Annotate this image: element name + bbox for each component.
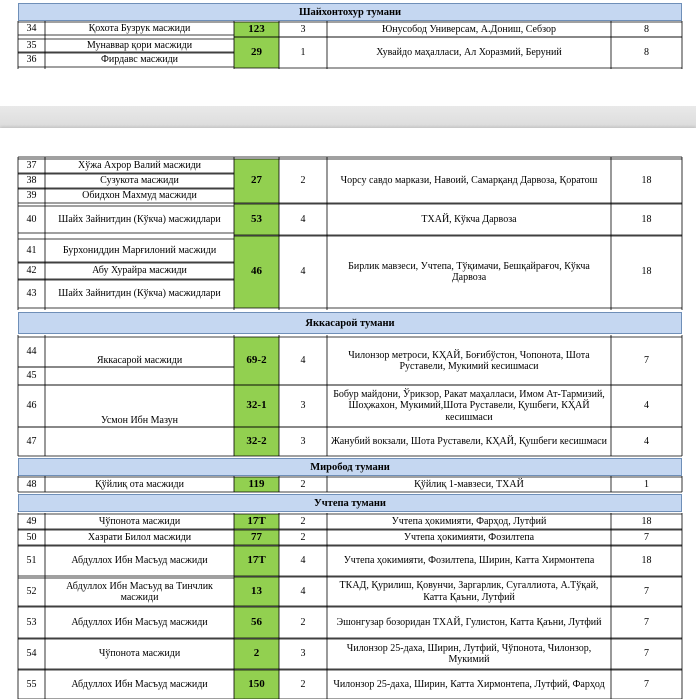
row-number: 50	[26, 531, 37, 543]
mosque-name: Хазрати Билол масжиди	[87, 531, 192, 543]
route-number: 123	[248, 22, 265, 35]
stops-list: Чорсу савдо маркази, Навоий, Самарқанд Дарвоза, Қоратош	[340, 175, 598, 187]
interval-value: 7	[644, 531, 649, 543]
section-header-uchtepa: Учтепа тумани	[18, 494, 682, 512]
row-number: 54	[26, 648, 37, 660]
interval-value: 18	[641, 555, 652, 567]
bus-count: 3	[300, 435, 306, 447]
route-number: 53	[251, 212, 262, 225]
mosque-name: Абу Хурайра масжиди	[92, 265, 187, 277]
bus-count: 2	[300, 478, 306, 490]
row-number: 51	[26, 555, 37, 567]
route-number: 69-2	[246, 354, 267, 367]
interval-value: 7	[644, 648, 649, 660]
stops-list: Учтепа ҳокимияти, Фарҳод, Лутфий	[391, 515, 547, 527]
row-number: 40	[26, 213, 37, 225]
stops-list: Учтепа ҳокимияти, Фозилтепа, Ширин, Катта Хирмонтепа	[343, 555, 595, 567]
interval-value: 7	[644, 585, 649, 597]
route-number: 56	[251, 615, 262, 628]
mosque-name: Шайх Зайнитдин (Кўкча) масжидлари	[58, 288, 221, 300]
bus-count: 4	[300, 585, 306, 597]
stops-list: Чилонзор метроси, КҲАЙ, Боғибўстон, Чопонота, Шота Руставели, Мукимий кесишмаси	[348, 349, 590, 372]
mosque-name	[47, 367, 232, 385]
bus-count: 3	[300, 400, 306, 412]
row-number: 34	[26, 22, 37, 34]
interval-value: 4	[644, 435, 649, 447]
stops-list: Чилонзор 25-даха, Ширин, Лутфий, Чўпонота, Чилонзор, Мукимий	[346, 642, 592, 665]
row-number: 38	[26, 175, 37, 187]
row-number: 48	[26, 478, 37, 490]
stops-list: Жанубий вокзали, Шота Руставели, КҲАЙ, Қушбеги кесишмаси	[331, 435, 607, 447]
row-number: 42	[26, 265, 37, 277]
route-number: 2	[253, 647, 260, 660]
route-number: 119	[248, 477, 265, 490]
interval-value: 7	[644, 616, 649, 628]
route-number: 13	[251, 584, 262, 597]
row-number: 53	[26, 616, 37, 628]
interval-value: 18	[641, 213, 652, 225]
mosque-name: Абдуллох Ибн Масъуд масжиди	[71, 678, 208, 690]
row-number: 47	[26, 435, 37, 447]
row-number: 41	[26, 244, 37, 256]
row-number: 55	[26, 678, 37, 690]
bus-count: 4	[300, 213, 306, 225]
row-number: 52	[26, 586, 37, 598]
bus-count: 2	[300, 515, 306, 527]
route-number: 150	[248, 677, 265, 690]
row-number: 39	[26, 190, 37, 202]
page-gap	[0, 106, 696, 128]
stops-list: Эшонгузар бозоридан ТХАЙ, Гулистон, Катта Қаъни, Лутфий	[336, 616, 602, 628]
bus-count: 2	[300, 531, 306, 543]
interval-value: 7	[644, 355, 649, 367]
bus-count: 3	[300, 648, 306, 660]
mosque-name: Бурхониддин Марғилоний масжиди	[62, 244, 217, 256]
row-number: 36	[26, 54, 37, 66]
interval-value: 7	[644, 678, 649, 690]
row-number: 37	[26, 160, 37, 172]
stops-list: Бирлик мавзеси, Учтепа, Тўқимачи, Бешқайрағоч, Кўкча Дарвоза	[348, 260, 590, 283]
stops-list: Учтепа ҳокимияти, Фозилтепа	[403, 531, 535, 543]
stops-list: Бобур майдони, Ўрикзор, Ракат маҳалласи, Имом Ат-Тармизий, Шоҳжахон, Мукимий,Шота Руставели, Қушбеги, КҲАЙ кесишмаси	[333, 388, 605, 423]
route-number: 27	[251, 174, 262, 187]
mosque-name: Усмон Ибн Мазун	[100, 414, 179, 426]
row-number: 44	[26, 346, 37, 358]
mosque-name: Обидхон Махмуд масжиди	[82, 190, 197, 202]
row-number: 35	[26, 39, 37, 51]
route-number: 17T	[247, 514, 266, 527]
mosque-name: Мунаввар қори масжиди	[86, 39, 193, 51]
section-header-mirobod: Миробод тумани	[18, 458, 682, 476]
route-number: 32-1	[246, 399, 267, 412]
bus-count: 4	[300, 266, 306, 278]
interval-value: 8	[644, 23, 649, 35]
route-number: 32-2	[246, 434, 267, 447]
stops-list: Юнусобод Универсам, А.Дониш, Себзор	[382, 23, 556, 35]
stops-list: ТКАД, Қурилиш, Қовунчи, Заргарлик, Сугаллиота, А.Тўқай, Катта Қаъни, Лутфий	[339, 580, 599, 603]
mosque-name: Абдуллох Ибн Масъуд масжиди	[71, 616, 208, 628]
bus-count: 4	[300, 355, 306, 367]
interval-value: 4	[644, 400, 649, 412]
bus-count: 2	[300, 175, 306, 187]
row-number: 43	[26, 288, 37, 300]
mosque-name: Хўжа Ахрор Валий масжиди	[77, 160, 202, 172]
mosque-name	[47, 427, 232, 456]
route-number: 77	[251, 530, 262, 543]
interval-value: 18	[641, 175, 652, 187]
bus-count: 1	[300, 46, 306, 58]
section-header-shaykhontokhur: Шайхонтохур тумани	[18, 3, 682, 21]
mosque-name: Қўйлиқ ота масжиди	[95, 478, 184, 490]
row-number: 49	[26, 515, 37, 527]
route-number: 29	[251, 45, 262, 58]
stops-list: Хувайдо маҳалласи, Ал Хоразмий, Беруний	[376, 46, 562, 58]
row-number: 45	[26, 370, 37, 382]
stops-list: Чилонзор 25-даха, Ширин, Катта Хирмонтепа, Лутфий, Фарҳод	[333, 678, 605, 690]
mosque-name: Чўпонота масжиди	[98, 515, 181, 527]
bus-count: 2	[300, 616, 306, 628]
stops-list: ТХАЙ, Кўкча Дарвоза	[421, 213, 517, 225]
mosque-name: Шайх Зайнитдин (Кўкча) масжидлари	[58, 213, 221, 225]
route-number: 17T	[247, 554, 266, 567]
interval-value: 18	[641, 266, 652, 278]
stops-list: Қўйлиқ 1-мавзеси, ТХАЙ	[414, 478, 524, 490]
bus-count: 4	[300, 555, 306, 567]
mosque-name: Абдуллох Ибн Масъуд масжиди	[71, 555, 208, 567]
mosque-name: Яккасарой масжиди	[96, 355, 183, 367]
mosque-name: Сузукота масжиди	[100, 175, 179, 187]
mosque-name: Чўпонота масжиди	[98, 648, 181, 660]
row-number: 46	[26, 400, 37, 412]
mosque-name: Фирдавс масжиди	[100, 54, 179, 66]
bus-count: 2	[300, 678, 306, 690]
mosque-name: Абдуллох Ибн Масъуд ва Тинчлик масжиди	[66, 580, 213, 603]
route-number: 46	[251, 265, 262, 278]
interval-value: 1	[644, 478, 649, 490]
bus-count: 3	[300, 23, 306, 35]
interval-value: 18	[641, 515, 652, 527]
interval-value: 8	[644, 46, 649, 58]
mosque-name: Қохота Бузрук масжиди	[88, 22, 191, 34]
section-header-yakkasaroy: Яккасарой тумани	[18, 312, 682, 334]
